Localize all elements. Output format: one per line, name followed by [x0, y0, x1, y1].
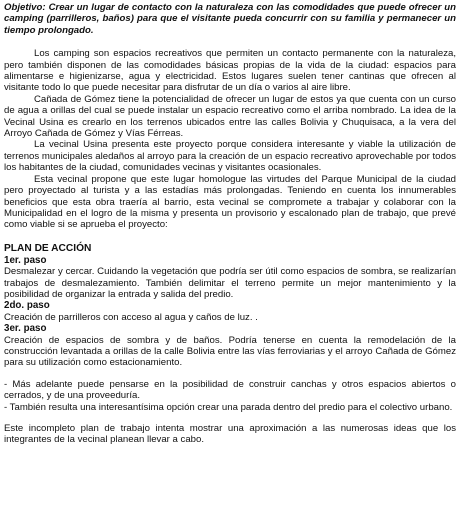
step-3-label: 3er. paso [4, 323, 47, 335]
objective [4, 2, 456, 36]
bullet-item: - Más adelante puede pensarse en la posibilidad de construir canchas y otros espacios abiertos o cerrados, y de una proveeduría. [4, 378, 456, 402]
divider-space [4, 369, 456, 379]
bullet-item: - También resulta una interesantísima opción crear una parada dentro del predio para el colectivo urbano. [4, 401, 453, 413]
step-2-text: Creación de parrilleros con acceso al agua y caños de luz. . [4, 311, 258, 323]
paragraph-commitment: Esta vecinal propone que este lugar homologue las virtudes del Parque Municipal de la ciudad pero proyectado al turista y a las estadías más prolongadas. Teniendo en cuenta los innumerables beneficios que esta obra traería al barrio, esta vecinal se compromete a trabajar y colaborar con la Municipalidad en el logro de la misma y presenta un provisorio y escalonado plan de trabajo, que prevé como viable si se aprueba el proyecto: [4, 173, 456, 231]
closing-paragraph: Este incompleto plan de trabajo intenta mostrar una aproximación a las numerosas ideas que los integrantes de la vecinal planean llevar a cabo. [4, 423, 456, 446]
plan-title: PLAN DE ACCIÓN [4, 242, 92, 254]
divider-space [4, 413, 456, 423]
step-1-label: 1er. paso [4, 254, 47, 266]
step-3-text: Creación de espacios de sombra y de baños. Podría tenerse en cuenta la remodelación de la construcción levantada a orillas de la calle Bolivia entre las vías ferroviarias y el arroyo Cañada de Gómez para su utilización como estacionamiento. [4, 334, 456, 369]
step-2-label: 2do. paso [4, 300, 50, 312]
paragraph-location: Cañada de Gómez tiene la potencialidad de ofrecer un lugar de estos ya que cuenta con un curso de agua a orillas del cual se puede instalar un espacio recreativo como el arriba nombrado. La idea de la Vecinal Usina es crearlo en los terrenos ubicados entre las calles Bolivia y Chuquisaca, a la vera del Arroyo Cañada de Gómez y Vías Férreas. [4, 93, 456, 140]
objective-text: Crear un lugar de contacto con la naturaleza con las comodidades que puede ofrecer un camping (parrilleros, baños) para que el visitante pueda concurrir con su familia y permanecer un tiempo prolongado. [4, 2, 456, 36]
objective-label: Objetivo: [4, 2, 46, 13]
paragraph-proposal: La vecinal Usina presenta este proyecto porque considera interesante y viable la utilización de terrenos municipales aledaños al arroyo para la creación de un espacio recreativo aprovechable por todos los habitantes de la ciudad, comunidades vecinas y visitantes ocasionales. [4, 139, 456, 174]
paragraph-intro: Los camping son espacios recreativos que permiten un contacto permanente con la naturaleza, pero también disponen de las comodidades básicas propias de la vida de la ciudad: espacios para alimentarse e higienizarse, agua y electricidad. Estos lugares suelen tener cantinas que ofrecen al visitante todo lo que puede necesitar para disfrutar de un día o varios al aire libre. [4, 48, 456, 94]
step-1-text: Desmalezar y cercar. Cuidando la vegetación que podría ser útil como espacios de sombra, se realizarían trabajos de desmalezamiento. También delimitar el terreno permite un mejor mantenimiento y la posibilidad de organizar la entrada y salida del predio. [4, 266, 456, 300]
